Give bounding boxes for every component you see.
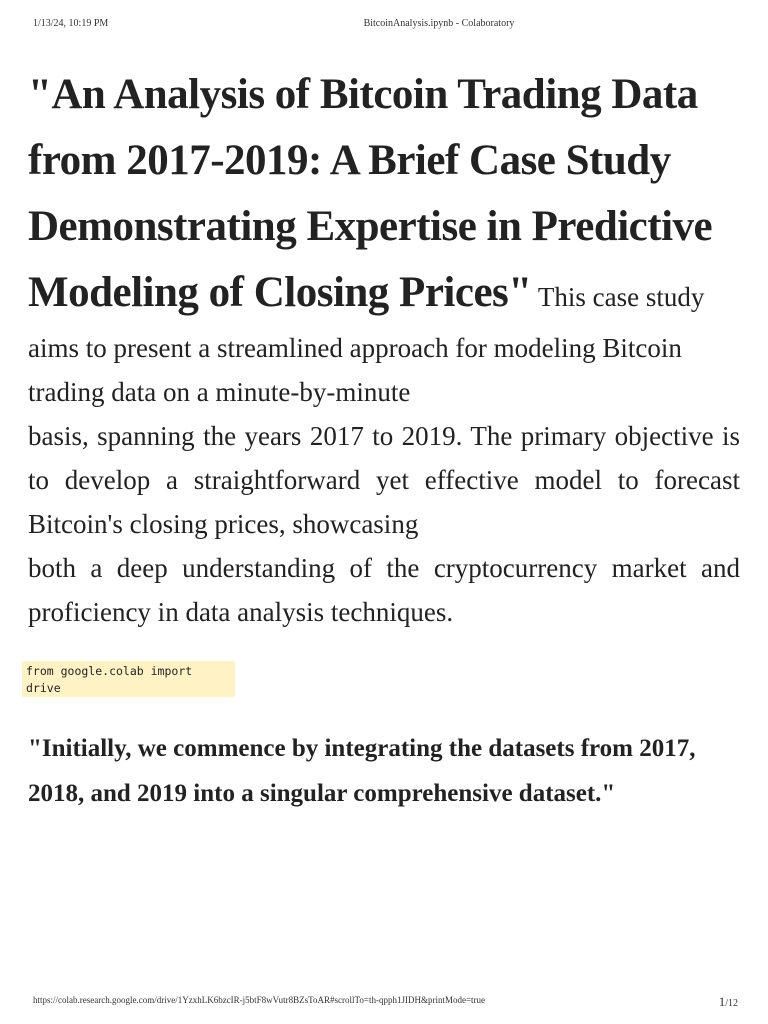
notebook-content — [28, 62, 740, 634]
page-number — [719, 994, 738, 1010]
section-heading: "Initially, we commence by integrating the datasets from 2017, 2018, and 2019 into a singular comprehensive dataset." — [28, 735, 696, 807]
code-cell[interactable]: from google.colab import drive — [22, 661, 235, 697]
page-current: 1 — [718, 994, 726, 1009]
print-footer-url: https://colab.research.google.com/drive/1YzxhLK6bzcIR-j5btF8wVutr8BZsToAR#scrollTo=th-qpph1JIDH&printMode=true — [33, 995, 486, 1005]
print-header-page-title: BitcoinAnalysis.ipynb - Colaboratory — [363, 18, 515, 29]
intro-paragraph-2: basis, spanning the years 2017 to 2019. The primary objective is to develop a straightforward yet effective model to forecast Bitcoin's closing prices, showcasing — [28, 421, 740, 539]
intro-lead-text: This case study aims to present a streamlined approach for modeling Bitcoin trading data on a minute-by-minute — [28, 282, 705, 407]
intro-paragraph-3: both a deep understanding of the cryptocurrency market and proficiency in data analysis techniques. — [28, 553, 740, 627]
intro-block — [28, 62, 740, 414]
print-header-datetime: 1/13/24, 10:19 PM — [33, 18, 109, 29]
page-total: /12 — [725, 998, 738, 1009]
document-title: "An Analysis of Bitcoin Trading Data from 2017-2019: A Brief Case Study Demonstrating Expertise in Predictive Modeling of Closing Prices" — [28, 71, 713, 316]
